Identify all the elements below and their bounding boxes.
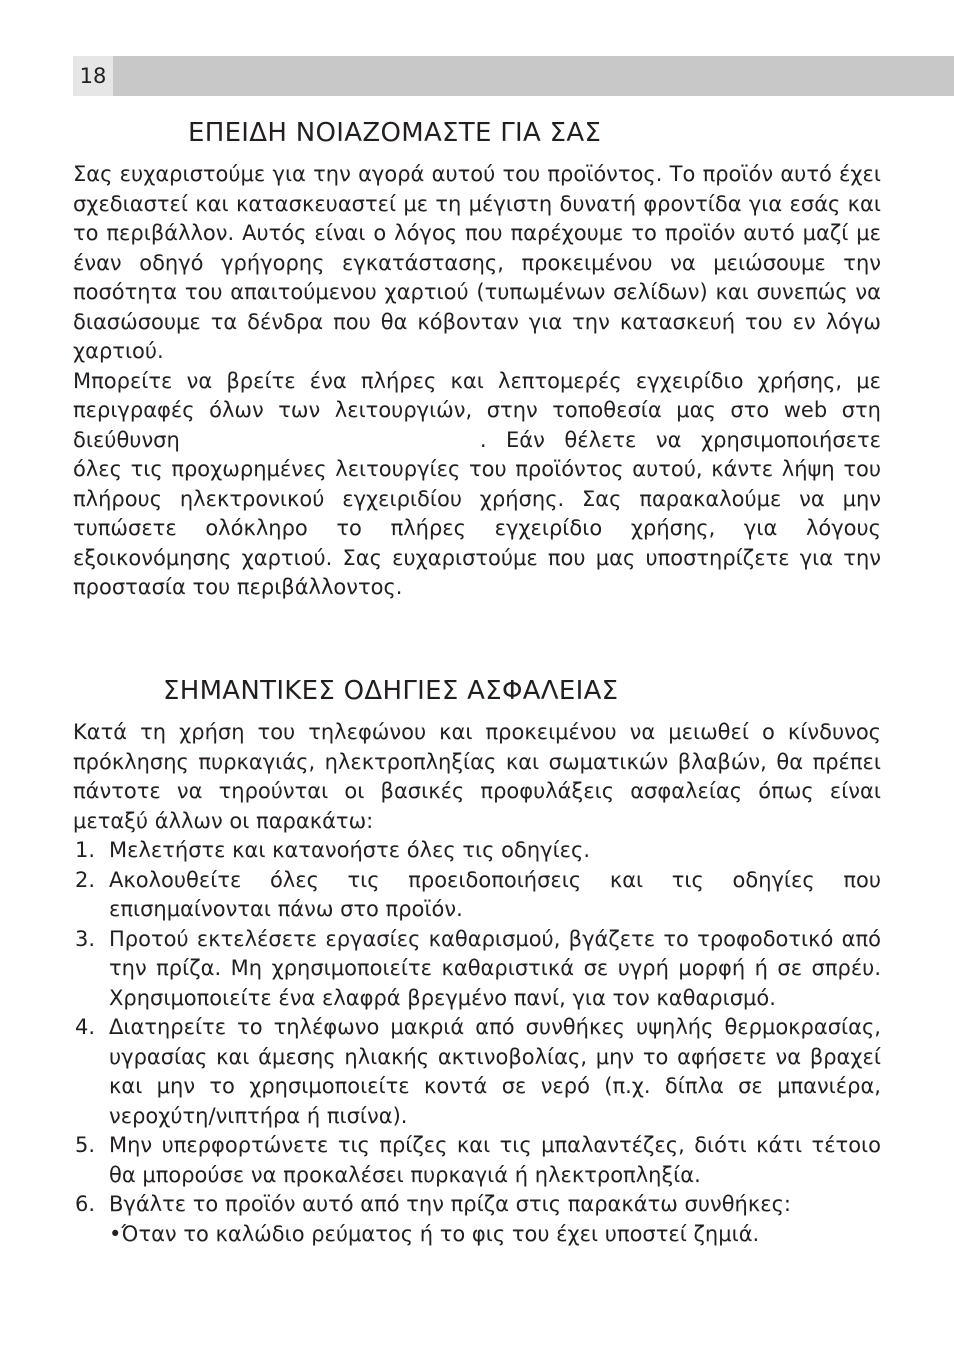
list-item <box>73 925 881 1014</box>
list-item <box>73 836 881 866</box>
list-item-text: Μελετήστε και κατανοήστε όλες τις οδηγίες. <box>109 838 591 862</box>
safety-intro: Κατά τη χρήση του τηλεφώνου και προκειμένου να μειωθεί ο κίνδυνος πρόκλησης πυρκαγιάς, ηλεκτροπληξίας και σωματικών βλαβών, θα πρέπει πάντοτε να τηρούνται οι βασικές προφυλάξεις ασφαλείας όπως είναι μεταξύ άλλων οι παρακάτω: <box>73 720 881 833</box>
list-item-text: Βγάλτε το προϊόν αυτό από την πρίζα στις παρακάτω συνθήκες: <box>109 1192 791 1216</box>
intro-paragraph-2-end: . Εάν θέλετε να χρησιμοποιήσετε όλες τις προχωρημένες λειτουργίες του προϊόντος αυτού, κάντε λήψη του πλήρους ηλεκτρονικού εγχειριδίου χρήσης. Σας παρακαλούμε να μην τυπώσετε ολόκληρο το πλήρες εγχειρίδιο χρήσης, για λόγους εξοικονόμησης χαρτιού. Σας ευχαριστούμε που μας υποστηρίζετε για την προστασία του περιβάλλοντος. <box>73 427 881 599</box>
bullet-item: •Όταν το καλώδιο ρεύματος ή το φις του έχει υποστεί ζημιά. <box>109 1221 760 1246</box>
list-item-number: 3. <box>75 926 96 951</box>
list-item-number: 5. <box>75 1133 96 1157</box>
list-item-text: Ακολουθείτε όλες τις προειδοποιήσεις και τις οδηγίες που επισημαίνονται πάνω στο προϊόν. <box>109 867 881 921</box>
intro-paragraph-2-start: Μπορείτε να βρείτε ένα πλήρες και λεπτομερές εγχειρίδιο χρήσης, με περιγραφές όλων των λειτουργιών, στην τοποθεσία μας στο web στη διεύθυνση <box>73 368 881 452</box>
list-item <box>73 1013 881 1131</box>
list-item <box>73 866 881 925</box>
list-item-number: 4. <box>75 1015 96 1039</box>
intro-paragraph-2 <box>73 367 881 603</box>
list-item-text: Διατηρείτε το τηλέφωνο μακριά από συνθήκες υψηλής θερμοκρασίας, υγρασίας και άμεσης ηλιακής ακτινοβολίας, μην το αφήσετε να βραχεί και μην το χρησιμοποιείτε κοντά σε νερό (π.χ. δίπλα σε μπανιέρα, νεροχύτη/νιπτήρα ή πισίνα). <box>109 1015 881 1128</box>
safety-text <box>73 718 881 1249</box>
page-number: 18 <box>73 56 113 96</box>
intro-paragraph-1: Σας ευχαριστούμε για την αγορά αυτού του προϊόντος. Το προϊόν αυτό έχει σχεδιαστεί και κατασκευαστεί με τη μέγιστη δυνατή φροντίδα για εσάς και το περιβάλλον. Αυτός είναι ο λόγος που παρέχουμε το προϊόν αυτό μαζί με έναν οδηγό γρήγορης εγκατάστασης, προκειμένου να μειώσουμε την ποσότητα του απαιτούμενου χαρτιού (τυπωμένων σελίδων) και συνεπώς να διασώσουμε τα δένδρα που θα κόβονταν για την κατασκευή του εν λόγω χαρτιού. <box>73 162 881 363</box>
list-item-number: 2. <box>75 867 96 892</box>
list-item <box>73 1131 881 1190</box>
section-title-safety: ΣΗΜΑΝΤΙΚΕΣ ΟΔΗΓΙΕΣ ΑΣΦΑΛΕΙΑΣ <box>163 676 619 706</box>
section-title-care: ΕΠΕΙΔΗ ΝΟΙΑΖΟΜΑΣΤΕ ΓΙΑ ΣΑΣ <box>188 118 602 148</box>
list-item-number: 1. <box>75 838 96 862</box>
header-bar <box>73 56 954 96</box>
list-item-text: Μην υπερφορτώνετε τις πρίζες και τις μπαλαντέζες, διότι κάτι τέτοιο θα μπορούσε να προκαλέσει πυρκαγιά ή ηλεκτροπληξία. <box>109 1133 881 1187</box>
list-item-text: Προτού εκτελέσετε εργασίες καθαρισμού, βγάζετε το τροφοδοτικό από την πρίζα. Μη χρησιμοποιείτε καθαριστικά σε υγρή μορφή ή σε σπρέυ. Χρησιμοποιείτε ένα ελαφρά βρεγμένο πανί, για τον καθαρισμό. <box>109 926 881 1010</box>
intro-text <box>73 160 881 603</box>
safety-list <box>73 836 881 1220</box>
list-item <box>73 1190 881 1220</box>
list-item-number: 6. <box>75 1192 96 1216</box>
